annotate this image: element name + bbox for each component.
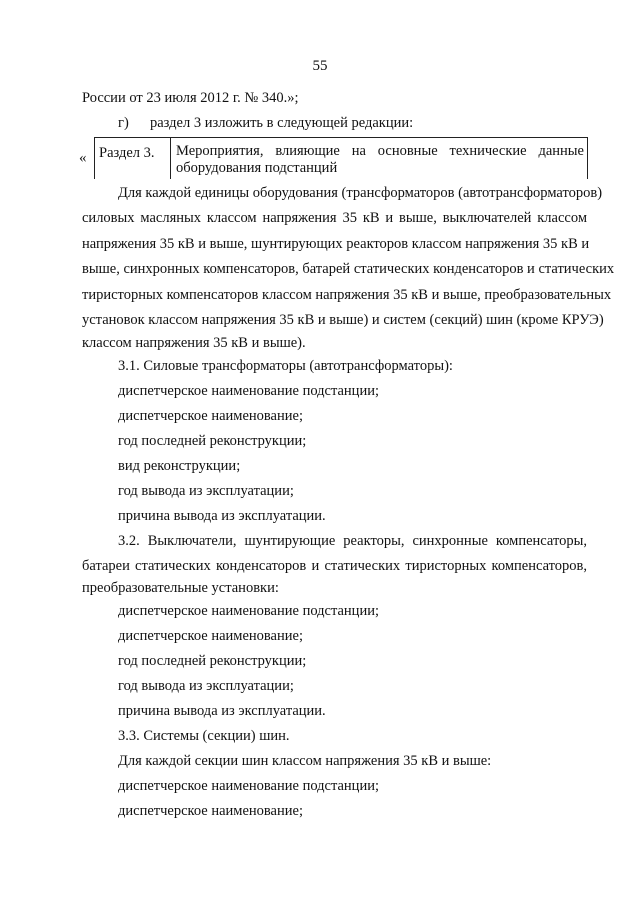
list-item: диспетчерское наименование;: [118, 408, 303, 424]
paragraph-1-line-4: выше, синхронных компенсаторов, батарей статических конденсаторов и статических: [82, 261, 615, 277]
list-item: причина вывода из эксплуатации.: [118, 703, 326, 719]
table-title-line-2: оборудования подстанций: [176, 160, 338, 176]
paragraph-1-line-1: Для каждой единицы оборудования (трансформаторов (автотрансформаторов): [118, 185, 603, 201]
paragraph-1-line-5: тиристорных компенсаторов классом напряжения 35 кВ и выше, преобразовательных: [82, 287, 612, 303]
section-3-1-heading: 3.1. Силовые трансформаторы (автотрансформаторы):: [118, 358, 453, 374]
list-item: диспетчерское наименование;: [118, 628, 303, 644]
section-3-3-intro: Для каждой секции шин классом напряжения 35 кВ и выше:: [118, 753, 492, 769]
page-number: 55: [312, 58, 328, 74]
item-g-text: раздел 3 изложить в следующей редакции:: [150, 115, 414, 131]
paragraph-1-line-2: силовых масляных классом напряжения 35 кВ и выше, выключателей классом: [82, 210, 587, 226]
list-item: диспетчерское наименование подстанции;: [118, 778, 379, 794]
list-item: вид реконструкции;: [118, 458, 241, 474]
paragraph-1-line-7: классом напряжения 35 кВ и выше).: [82, 335, 306, 351]
item-g-letter: г): [118, 115, 129, 131]
table-cell-section: [95, 138, 171, 179]
section-3-2-heading-line-1: 3.2. Выключатели, шунтирующие реакторы, синхронные компенсаторы,: [118, 533, 587, 549]
section-table: [94, 137, 588, 179]
list-item: год последней реконструкции;: [118, 653, 307, 669]
list-item: год вывода из эксплуатации;: [118, 483, 294, 499]
opening-quote-mark: «: [79, 150, 87, 166]
list-item: диспетчерское наименование;: [118, 803, 303, 819]
paragraph-1-line-6: установок классом напряжения 35 кВ и выше) и систем (секций) шин (кроме КРУЭ): [82, 312, 604, 328]
section-3-3-heading: 3.3. Системы (секции) шин.: [118, 728, 290, 744]
section-3-2-heading-line-2: батареи статических конденсаторов и статических тиристорных компенсаторов,: [82, 558, 587, 574]
section-3-2-heading-line-3: преобразовательные установки:: [82, 580, 279, 596]
header-line: России от 23 июля 2012 г. № 340.»;: [82, 90, 299, 106]
paragraph-1-line-3: напряжения 35 кВ и выше, шунтирующих реакторов классом напряжения 35 кВ и: [82, 236, 590, 252]
list-item: диспетчерское наименование подстанции;: [118, 383, 379, 399]
list-item: причина вывода из эксплуатации.: [118, 508, 326, 524]
list-item: диспетчерское наименование подстанции;: [118, 603, 379, 619]
table-section-label: Раздел 3.: [99, 145, 155, 161]
table-title-line-1: Мероприятия, влияющие на основные технические данные: [176, 143, 584, 159]
list-item: год последней реконструкции;: [118, 433, 307, 449]
list-item: год вывода из эксплуатации;: [118, 678, 294, 694]
